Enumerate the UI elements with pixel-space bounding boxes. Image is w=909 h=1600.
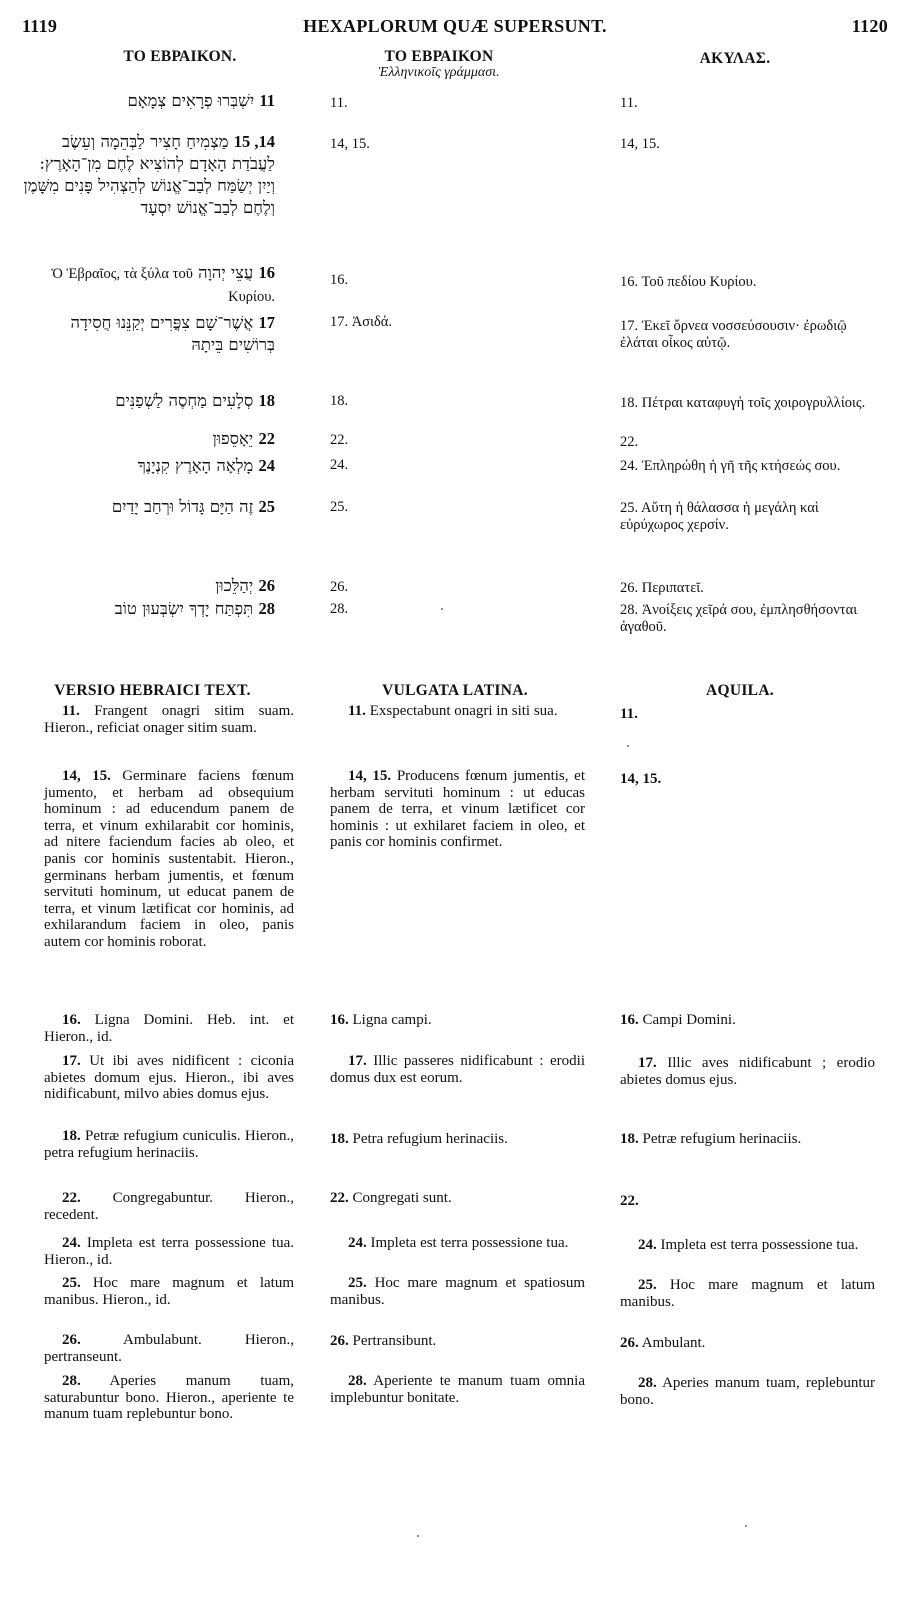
versio-verse-11: 11. Frangent onagri sitim suam. Hieron., reficiat onager sitim suam. <box>44 703 294 736</box>
aquila-latin-16: 16. Campi Domini. <box>620 1012 736 1028</box>
heading-hebrew-greek-subtitle: Ἑλληνικοῖς γράμμασι. <box>378 65 500 80</box>
translit-verse-28: 28. <box>330 601 349 617</box>
hebrew-verse-16: 16 עֲצֵי יְהוָה Ὁ Ἑβραῖος, τὰ ξύλα τοῦ Κυρίου. <box>51 263 275 305</box>
vulgata-verse-24: 24. Impleta est terra possessione tua. <box>348 1235 569 1251</box>
versio-verse-22: 22. Congregabuntur. Hieron., recedent. <box>44 1190 294 1223</box>
versio-verse-18: 18. Petræ refugium cuniculis. Hieron., petra refugium herinaciis. <box>44 1128 294 1161</box>
aquila-latin-24: 24. Impleta est terra possessione tua. <box>638 1237 859 1253</box>
aquila-greek-28: 28. Ἀνοίξεις χεῖρά σου, ἐμπλησθήσονται ἀγαθοῦ. <box>620 602 858 635</box>
scan-speck <box>745 1525 747 1527</box>
aquila-latin-11: 11. <box>620 706 638 722</box>
aquila-latin-17: 17. Illic aves nidificabunt ; erodio abietes domus ejus. <box>620 1055 876 1088</box>
running-title: HEXAPLORUM QUÆ SUPERSUNT. <box>303 16 607 36</box>
heading-hebrew-greek <box>330 48 548 81</box>
heading-hebrew-greek-title: ΤΟ ΕΒΡΑΙΚΟΝ <box>384 48 494 65</box>
vulgata-verse-16: 16. Ligna campi. <box>330 1012 432 1028</box>
heading-aquila-latin: AQUILA. <box>706 682 774 699</box>
translit-verse-22: 22. <box>330 432 349 448</box>
aquila-greek-24: 24. Ἐπληρώθη ἡ γῆ τῆς κτήσεώς σου. <box>620 458 841 474</box>
translit-verse-16: 16. <box>330 272 349 288</box>
aquila-latin-25: 25. Hoc mare magnum et latum manibus. <box>620 1277 876 1310</box>
vulgata-verse-26: 26. Pertransibunt. <box>330 1333 437 1349</box>
translit-verse-14-15: 14, 15. <box>330 136 370 152</box>
aquila-greek-11: 11. <box>620 95 638 111</box>
vulgata-verse-14-15: 14, 15. Producens fœnum jumentis, et herbam servituti hominum : ut educas panem de terra, et vinum lætificet cor hominis : ut exhilaret faciem in oleo, et panis cor hominis confirmet. <box>330 768 585 851</box>
aquila-latin-28: 28. Aperies manum tuam, replebuntur bono. <box>620 1375 875 1408</box>
vulgata-verse-28: 28. Aperiente te manum tuam omnia implebuntur bonitate. <box>330 1373 585 1406</box>
aquila-greek-14-15: 14, 15. <box>620 136 660 152</box>
vulgata-verse-17: 17. Illic passeres nidificabunt : erodii domus dux est eorum. <box>330 1053 585 1086</box>
scan-speck <box>441 608 443 610</box>
versio-verse-25: 25. Hoc mare magnum et latum manibus. Hieron., id. <box>44 1275 295 1308</box>
translit-verse-11: 11. <box>330 95 348 111</box>
vulgata-verse-11: 11. Exspectabunt onagri in siti sua. <box>348 703 558 719</box>
versio-verse-17: 17. Ut ibi aves nidificent : ciconia abietes domum ejus. Hieron., ibi aves nidificabunt, milvo abies domus ejus. <box>44 1053 294 1103</box>
heading-hebrew: ΤΟ ΕΒΡΑΙΚΟΝ. <box>123 48 237 65</box>
vulgata-verse-18: 18. Petra refugium herinaciis. <box>330 1131 508 1147</box>
versio-verse-26: 26. Ambulabunt. Hieron., pertranseunt. <box>44 1332 294 1365</box>
aquila-greek-22: 22. <box>620 434 639 450</box>
aquila-greek-26: 26. Περιπατεῖ. <box>620 580 704 596</box>
translit-verse-25: 25. <box>330 499 349 515</box>
translit-verse-24: 24. <box>330 457 349 473</box>
aquila-greek-17: 17. Ἐκεῖ ὄρνεα νοσσεύσουσιν· ἐρωδιῷ ἐλάται οἶκος αὐτῷ. <box>620 318 847 351</box>
heading-versio: VERSIO HEBRAICI TEXT. <box>54 682 251 699</box>
running-header <box>22 16 888 42</box>
page-number-right: 1120 <box>851 16 888 36</box>
translit-verse-18: 18. <box>330 393 349 409</box>
hebrew-verse-11: 11 יִשְׁבְּרוּ פְרָאִים צְמָאָם <box>127 91 275 110</box>
aquila-greek-16: 16. Τοῦ πεδίου Κυρίου. <box>620 274 757 290</box>
versio-verse-24: 24. Impleta est terra possessione tua. Hieron., id. <box>44 1235 294 1268</box>
aquila-latin-14-15: 14, 15. <box>620 771 662 787</box>
hebrew-verse-18: 18 סְלָעִים מַחְסֶה לַשְׁפַנִּים <box>115 391 275 410</box>
versio-verse-14-15: 14, 15. Germinare faciens fœnum jumento, et herbam ad obsequium hominum : ad educendum panem de terra, et vinum exhilarabit cor hominis, ad nitere faciendum facies ab oleo, et panis cor hominis sustentabit. Hieron., germinans herbam jumentis, et fœnum servituti hominum, ut educat panem de terra, et vinum lætificat cor hominis, ad exhilarandum faciem in oleo, panis autem cor hominis roborat. <box>44 768 295 950</box>
hebrew-note-16: Ὁ Ἑβραῖος, τὰ ξύλα τοῦ Κυρίου. <box>51 266 275 305</box>
heading-vulgata: VULGATA LATINA. <box>382 682 528 699</box>
vulgata-verse-25: 25. Hoc mare magnum et spatiosum manibus. <box>330 1275 585 1308</box>
translit-verse-26: 26. <box>330 579 349 595</box>
versio-verse-28: 28. Aperies manum tuam, saturabuntur bono. Hieron., aperiente te manum tuam replebuntur bono. <box>44 1373 294 1423</box>
aquila-latin-22: 22. <box>620 1193 639 1209</box>
aquila-greek-25: 25. Αὕτη ἡ θάλασσα ἡ μεγάλη καὶ εὐρύχωρος χερσίν. <box>620 500 819 533</box>
page-number-left: 1119 <box>22 16 58 36</box>
hebrew-verse-22: 22 יֵאָסֵפוּן <box>212 429 275 448</box>
aquila-latin-26: 26. Ambulant. <box>620 1335 706 1351</box>
versio-verse-16: 16. Ligna Domini. Heb. int. et Hieron., id. <box>44 1012 294 1045</box>
hebrew-verse-14-15: 14, 15 מַצְמִיחַ חָצִיר לַבְּהֵמָה וְעֵשֶׂב לַעֲבֹדַת הָאָדָם לְהוֹצִיא לֶחֶם מִן־הָאָרֶץ: וְיַיִן יְשַׂמַּח לְבַב־אֱנוֹשׁ לְהַצְהִיל פָּנִים מִשָּׁמֶן וְלֶחֶם לְבַב־אֱנוֹשׁ יִסְעָד <box>23 132 275 217</box>
hebrew-verse-28: 28 תִּפְתַּח יָדְךָ יִשְׂבְּעוּן טוֹב <box>114 599 275 618</box>
scan-speck <box>627 745 629 747</box>
scan-speck <box>417 1535 419 1537</box>
hebrew-verse-25: 25 זֶה הַיָּם גָּדוֹל וּרְחַב יָדַיִם <box>111 497 275 516</box>
hebrew-verse-17: 17 אֲשֶׁר־שָׁם צִפֳּרִים יְקַנֵּנוּ חֲסִידָה בְּרוֹשִׁים בֵּיתָהּ <box>70 313 275 354</box>
translit-verse-17: 17. Ἀσιδά. <box>330 314 392 330</box>
vulgata-verse-22: 22. Congregati sunt. <box>330 1190 452 1206</box>
aquila-latin-18: 18. Petræ refugium herinaciis. <box>620 1131 802 1147</box>
aquila-greek-18: 18. Πέτραι καταφυγὴ τοῖς χοιρογρυλλίοις. <box>620 395 866 411</box>
hebrew-verse-26: 26 יְהַלֵּכוּן <box>215 576 275 595</box>
hebrew-verse-24: 24 מָלְאָה הָאָרֶץ קִנְיָנֶךָ <box>137 456 275 475</box>
heading-aquila-greek: ΑΚΥΛΑΣ. <box>699 50 771 67</box>
